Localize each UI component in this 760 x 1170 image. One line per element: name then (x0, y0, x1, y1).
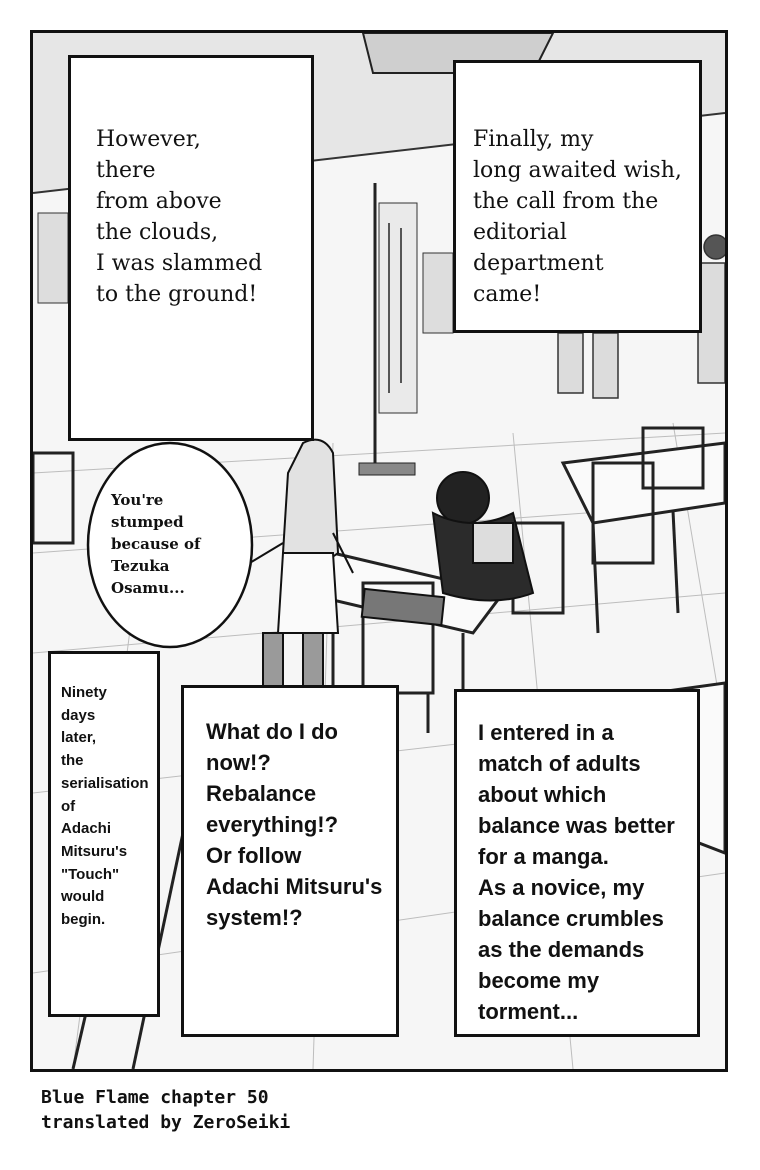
text-line: You're (111, 491, 164, 509)
credits-translator: translated by ZeroSeiki (41, 1112, 291, 1133)
caption-text-entered-match (478, 717, 675, 1027)
text-line: as the demands (478, 937, 645, 962)
text-line: editorial (473, 220, 567, 245)
caption-box-ninety-days (48, 651, 160, 1017)
text-line: everything!? (206, 812, 339, 837)
text-line: I was slammed (96, 251, 263, 276)
text-line: Osamu... (111, 579, 185, 597)
text-line: the clouds, (96, 220, 219, 245)
credits-chapter: Blue Flame chapter 50 (41, 1087, 269, 1108)
text-line: Finally, my (473, 127, 594, 152)
translation-credits (41, 1085, 290, 1135)
text-line: came! (473, 282, 542, 307)
text-line: the (61, 752, 84, 770)
text-line: later, (61, 729, 97, 747)
text-line: from above (96, 189, 222, 214)
text-line: match of adults (478, 751, 641, 776)
caption-text-ninety-days (61, 682, 149, 932)
text-line: long awaited wish, (473, 158, 682, 183)
text-line: balance was better (478, 813, 675, 838)
speech-bubble-text (111, 489, 200, 599)
text-line: Ninety (61, 684, 107, 701)
text-line: However, (96, 127, 201, 152)
text-line: I entered in a (478, 720, 614, 745)
speech-bubble (85, 439, 255, 651)
text-line: days (61, 706, 96, 724)
text-line: torment... (478, 999, 579, 1024)
text-line: balance crumbles (478, 906, 664, 931)
text-line: Adachi Mitsuru's (206, 874, 383, 899)
text-line: because of (111, 535, 201, 553)
caption-text-wish (473, 124, 682, 310)
text-line: Adachi (61, 820, 112, 838)
manga-page (30, 30, 728, 1072)
text-line: the call from the (473, 189, 659, 214)
text-line: Tezuka (111, 557, 170, 575)
text-line: there (96, 158, 156, 183)
text-line: of (61, 797, 76, 815)
caption-text-clouds (96, 124, 262, 310)
text-line: "Touch" (61, 865, 120, 883)
text-line: about which (478, 782, 607, 807)
caption-text-what-do-i-do (206, 716, 382, 933)
text-line: What do I do (206, 719, 338, 744)
text-line: stumped (111, 513, 184, 531)
text-line: Rebalance (206, 781, 317, 806)
text-line: Or follow (206, 843, 302, 868)
text-line: system!? (206, 905, 303, 930)
text-line: serialisation (61, 774, 149, 792)
caption-box-entered-match (454, 689, 700, 1037)
text-line: As a novice, my (478, 875, 645, 900)
caption-box-what-do-i-do (181, 685, 399, 1037)
text-line: to the ground! (96, 282, 258, 307)
text-line: for a manga. (478, 844, 609, 869)
caption-box-wish (453, 60, 702, 333)
text-line: now!? (206, 750, 271, 775)
text-line: would (61, 888, 105, 906)
text-line: department (473, 251, 604, 276)
text-line: Mitsuru's (61, 842, 128, 860)
caption-box-clouds (68, 55, 314, 441)
text-line: become my (478, 968, 600, 993)
text-line: begin. (61, 911, 106, 929)
